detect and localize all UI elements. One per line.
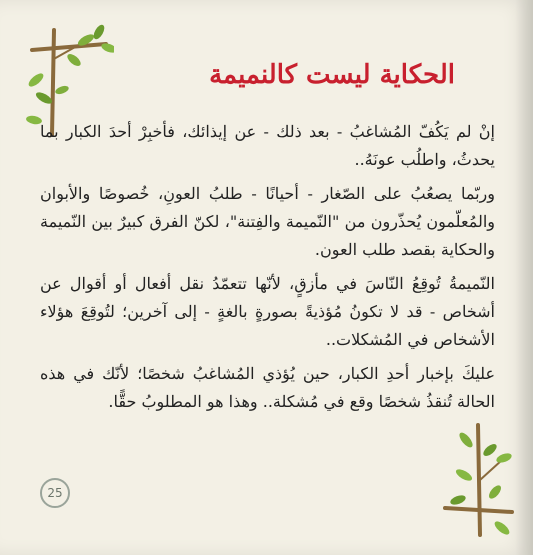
paragraph: النّميمةُ تُوقِعُ النّاسَ في مأزقٍ، لأنّها تتعمّدُ نقل أفعال أو أقوال عن أشخاص - قد لا تكونُ مُؤذيةً بصورةٍ بالغةٍ - إلى آخرين؛ لتُوقِعَ هؤلاء الأشخاص في المُشكلات.. <box>40 274 495 349</box>
branch-illustration-bottom <box>440 420 515 540</box>
page-title: الحكاية ليست كالنميمة <box>209 60 455 90</box>
story-body <box>40 118 495 422</box>
page-gutter-shadow <box>515 0 533 555</box>
paragraph: عليكَ بإخبار أحدِ الكبار، حين يُؤذي المُشاغبُ شخصًا؛ لأنّك في هذه الحالة تُنقذُ شخصًا وقع في مُشكلة.. وهذا هو المطلوبُ حقًّا. <box>40 364 495 411</box>
paragraph: إنْ لم يَكُفّ المُشاغبُ - بعد ذلك - عن إيذائك، فأخبِرْ أحدَ الكبار بما يحدثُ، واطلُب عونَهُ.. <box>40 122 495 169</box>
page-number: 25 <box>40 478 70 508</box>
paragraph: وربّما يصعُبُ على الصّغار - أحيانًا - طلبُ العونِ، خُصوصًا والأبوان والمُعلّمون يُحذّرون من "النّميمة والفِتنة"، لكنّ الفرق كبيرٌ بين النّميمة والحكاية بقصد طلب العون. <box>40 184 495 259</box>
